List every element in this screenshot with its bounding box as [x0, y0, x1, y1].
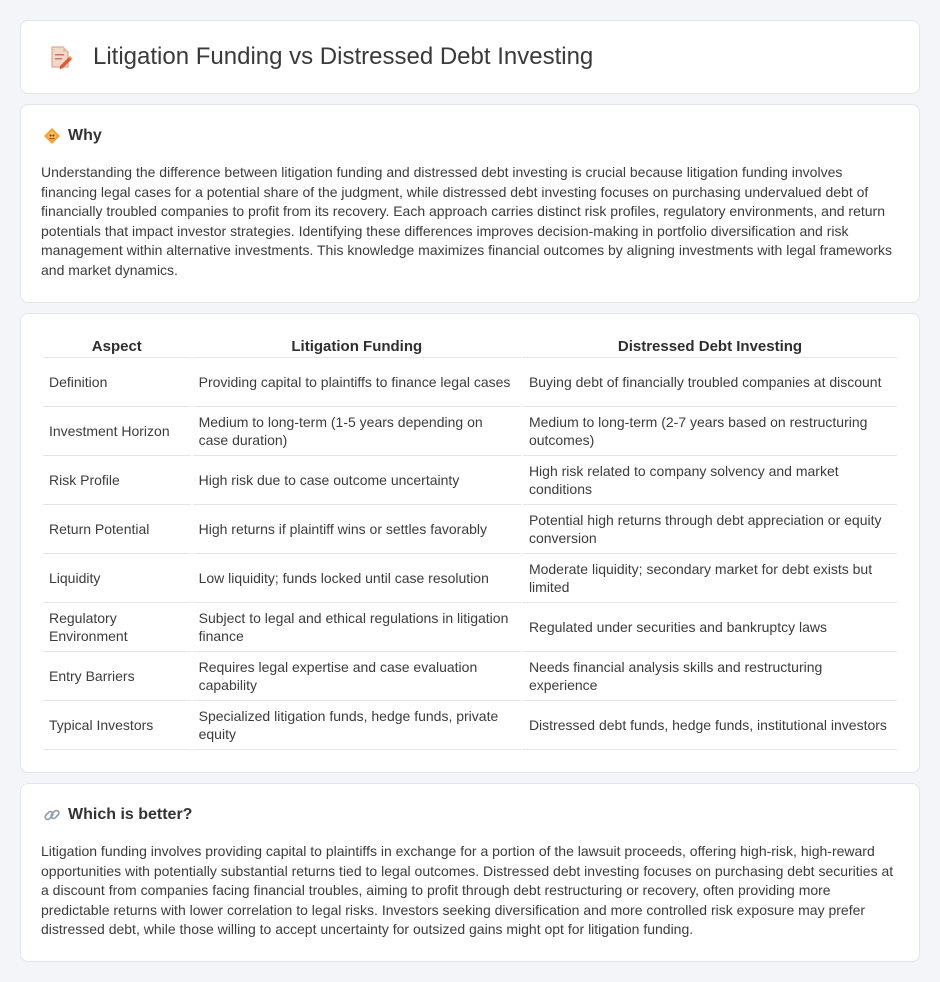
distressed-cell: Distressed debt funds, hedge funds, institutional investors — [523, 701, 897, 750]
distressed-cell: Medium to long-term (2-7 years based on restructuring outcomes) — [523, 407, 897, 456]
distressed-cell: Buying debt of financially troubled companies at discount — [523, 358, 897, 407]
comparison-section — [20, 313, 920, 773]
diamond-sparkle-icon — [43, 127, 61, 145]
distressed-cell: Potential high returns through debt appreciation or equity conversion — [523, 505, 897, 554]
table-row — [43, 505, 897, 554]
aspect-cell: Entry Barriers — [43, 652, 191, 701]
litigation-cell: Specialized litigation funds, hedge funds, private equity — [193, 701, 521, 750]
comparison-table — [41, 332, 899, 750]
litigation-cell: High returns if plaintiff wins or settles favorably — [193, 505, 521, 554]
header-litigation-funding: Litigation Funding — [193, 332, 521, 358]
aspect-cell: Regulatory Environment — [43, 603, 191, 652]
table-row — [43, 603, 897, 652]
litigation-cell: Requires legal expertise and case evaluation capability — [193, 652, 521, 701]
litigation-cell: High risk due to case outcome uncertainty — [193, 456, 521, 505]
table-row — [43, 554, 897, 603]
table-row — [43, 456, 897, 505]
litigation-cell: Low liquidity; funds locked until case resolution — [193, 554, 521, 603]
litigation-cell: Providing capital to plaintiffs to finance legal cases — [193, 358, 521, 407]
aspect-cell: Definition — [43, 358, 191, 407]
litigation-cell: Subject to legal and ethical regulations in litigation finance — [193, 603, 521, 652]
table-row — [43, 358, 897, 407]
which-is-better-section — [20, 783, 920, 962]
distressed-cell: Needs financial analysis skills and restructuring experience — [523, 652, 897, 701]
header-aspect: Aspect — [43, 332, 191, 358]
aspect-cell: Liquidity — [43, 554, 191, 603]
distressed-cell: Moderate liquidity; secondary market for debt exists but limited — [523, 554, 897, 603]
aspect-cell: Risk Profile — [43, 456, 191, 505]
better-paragraph: Litigation funding involves providing capital to plaintiffs in exchange for a portion of the lawsuit proceeds, offering high-risk, high-reward opportunities with potentially substantial returns tied to legal outcomes. Distressed debt investing focuses on purchasing debt securities at a discount from companies facing financial troubles, aiming to profit through debt restructuring or recovery, often providing more predictable returns with lower correlation to legal risks. Investors seeking diversification and more controlled risk exposure may prefer distressed debt, while those willing to accept uncertainty for outsized gains might opt for litigation funding. — [41, 843, 894, 937]
document-pencil-icon — [47, 44, 73, 70]
header-distressed-debt: Distressed Debt Investing — [523, 332, 897, 358]
link-icon — [43, 806, 61, 824]
aspect-cell: Return Potential — [43, 505, 191, 554]
table-row — [43, 652, 897, 701]
distressed-cell: Regulated under securities and bankruptcy laws — [523, 603, 897, 652]
litigation-cell: Medium to long-term (1-5 years depending on case duration) — [193, 407, 521, 456]
why-title: Why — [68, 127, 102, 144]
aspect-cell: Investment Horizon — [43, 407, 191, 456]
why-heading — [41, 127, 899, 145]
distressed-cell: High risk related to company solvency and market conditions — [523, 456, 897, 505]
table-header-row — [43, 332, 897, 358]
aspect-cell: Typical Investors — [43, 701, 191, 750]
better-title: Which is better? — [68, 806, 193, 823]
page-title: Litigation Funding vs Distressed Debt Investing — [93, 43, 594, 70]
why-paragraph: Understanding the difference between litigation funding and distressed debt investing is crucial because litigation funding involves financing legal cases for a potential share of the judgment, while distressed debt investing focuses on purchasing undervalued debt of financially troubled companies to profit from its recovery. Each approach carries distinct risk profiles, regulatory environments, and return potentials that impact investor strategies. Identifying these differences improves decision-making in portfolio diversification and risk management within alternative investments. This knowledge maximizes financial outcomes by aligning investments with legal frameworks and market dynamics. — [41, 164, 893, 278]
table-row — [43, 701, 897, 750]
header-card — [20, 20, 920, 94]
better-heading — [41, 806, 899, 824]
table-row — [43, 407, 897, 456]
why-section — [20, 104, 920, 303]
